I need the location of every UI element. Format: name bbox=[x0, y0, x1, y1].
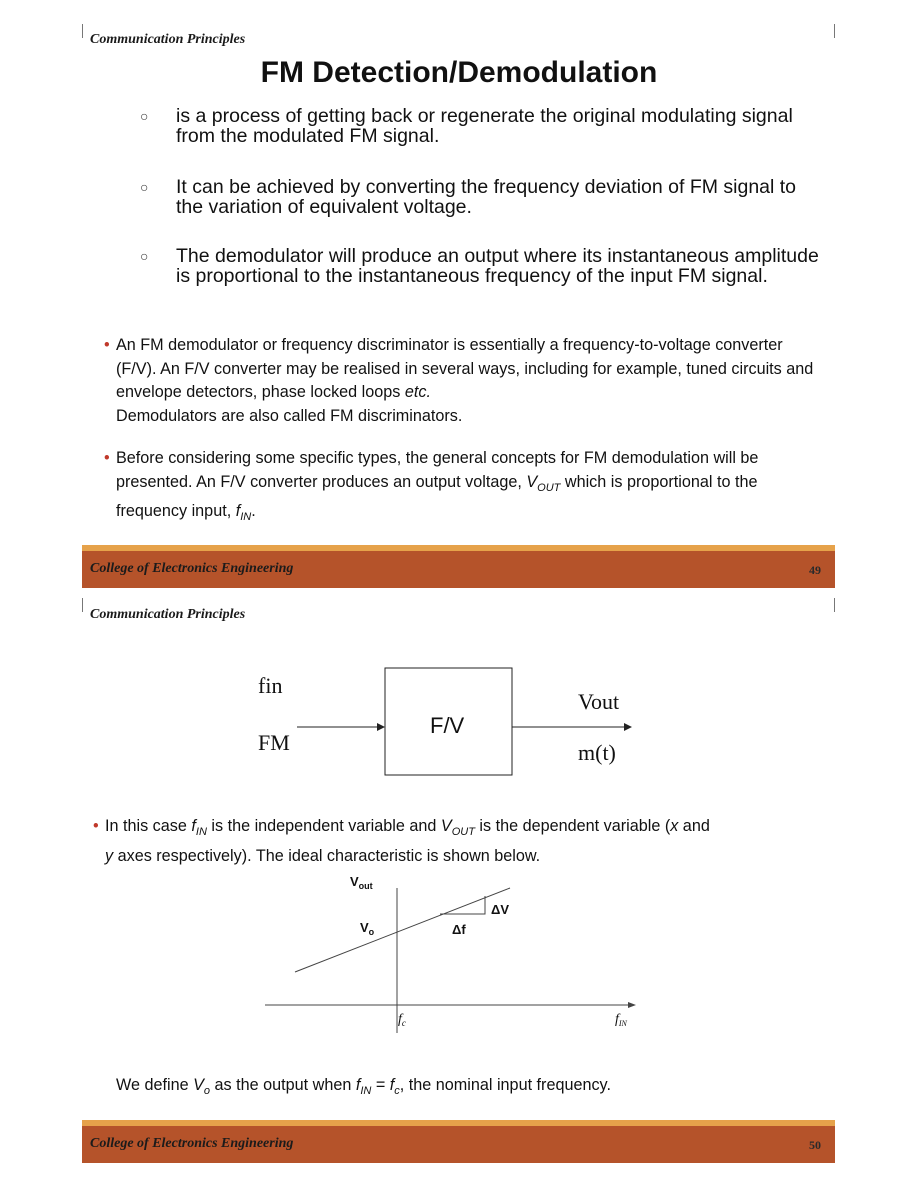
page-title: FM Detection/Demodulation bbox=[260, 56, 658, 89]
page-number: 50 bbox=[809, 1138, 821, 1152]
characteristic-line bbox=[295, 888, 510, 972]
input-label-fin: fin bbox=[258, 673, 283, 698]
delta-v-label: ΔV bbox=[491, 902, 510, 917]
output-label-mt: m(t) bbox=[578, 740, 616, 765]
list-item-text: It can be achieved by converting the frequency deviation of FM signal to the variation of equivalent voltage. bbox=[176, 176, 797, 218]
v0-label: $V_o$ bbox=[360, 920, 375, 937]
page-corner-tick-right bbox=[834, 24, 835, 38]
footer-college-name: College of Electronics Engineering bbox=[90, 1136, 294, 1151]
list-item-text: is a process of getting back or regenerate the original modulating signal from the modulated FM signal. bbox=[176, 105, 793, 147]
fv-block-diagram bbox=[250, 660, 650, 785]
paragraph-fv-converter: Before considering some specific types, the general concepts for FM demodulation will be presented. An F/V converter produces an output voltage, $V_{OUT}$ which is proportional to the frequency input, $f_{IN}$. bbox=[116, 449, 759, 524]
fc-label: $f_c$ bbox=[398, 1012, 406, 1028]
output-arrowhead-icon bbox=[624, 723, 632, 731]
page-footer bbox=[82, 545, 835, 588]
definition-text: We define $V_o$ as the output when $f_{IN} = f_c$, the nominal input frequency. bbox=[116, 1076, 611, 1098]
output-label-vout: Vout bbox=[578, 689, 620, 714]
x-axis-arrowhead-icon bbox=[628, 1002, 636, 1008]
page-header: Communication Principles bbox=[90, 32, 246, 47]
page-corner-tick-right bbox=[834, 598, 835, 612]
list-item-text: The demodulator will produce an output where its instantaneous amplitude is proportional to the instantaneous frequency of the input FM signal. bbox=[176, 245, 819, 287]
input-arrowhead-icon bbox=[377, 723, 385, 731]
page-header: Communication Principles bbox=[90, 607, 246, 622]
y-axis-label: $V_{out}$ bbox=[350, 874, 373, 891]
page-number: 49 bbox=[809, 563, 821, 577]
paragraph-independent-variable: In this case $f_{IN}$ is the independent variable and $V_{OUT}$ is the dependent variable (x and y axes respectively). The ideal characteristic is shown below. bbox=[105, 817, 710, 865]
slope-triangle bbox=[440, 896, 485, 914]
bullet-dot-icon: • bbox=[93, 817, 99, 835]
page-corner-tick-left bbox=[82, 598, 83, 612]
circle-bullet-icon: ○ bbox=[140, 108, 149, 124]
bullet-dot-icon: • bbox=[104, 449, 110, 467]
x-axis-label: $f_{IN}$ bbox=[615, 1012, 627, 1028]
fv-characteristic-graph bbox=[250, 868, 670, 1038]
paragraph-fm-demodulator: An FM demodulator or frequency discriminator is essentially a frequency-to-voltage converter (F/V). An F/V converter may be realised in several ways, including for example, tuned circuits and envelope detectors, phase locked loops etc. Demodulators are also called FM discriminators. bbox=[116, 336, 814, 425]
delta-f-label: Δf bbox=[452, 922, 466, 937]
circle-bullet-icon: ○ bbox=[140, 179, 149, 195]
bullet-dot-icon: • bbox=[104, 336, 110, 354]
page-corner-tick-left bbox=[82, 24, 83, 38]
footer-college-name: College of Electronics Engineering bbox=[90, 561, 294, 576]
input-label-fm: FM bbox=[258, 730, 290, 755]
circle-bullet-icon: ○ bbox=[140, 248, 149, 264]
box-label-fv: F/V bbox=[430, 713, 465, 738]
page-footer bbox=[82, 1120, 835, 1163]
